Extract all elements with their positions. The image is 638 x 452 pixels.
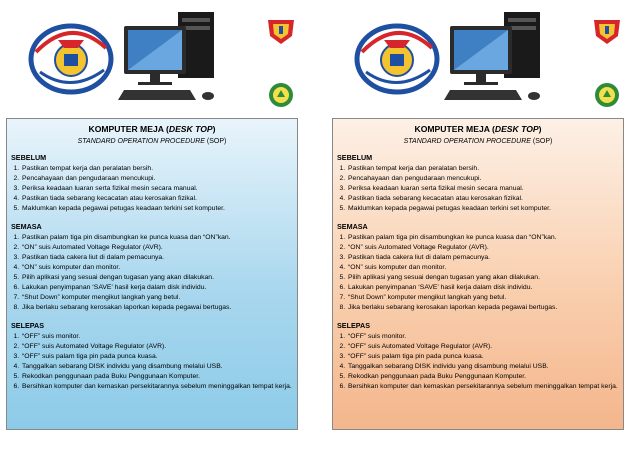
list-item: 3. “OFF” suis palam tiga pin pada punca kuasa. xyxy=(347,352,619,362)
sop-box xyxy=(6,118,298,430)
list-item: 4. Pastikan tiada sebarang kecacatan atau kerosakan fizikal. xyxy=(347,194,619,204)
desktop-computer-icon xyxy=(116,8,228,106)
selepas-list xyxy=(337,332,619,392)
list-item: 6. Bersihkan komputer dan kemaskan persekitarannya sebelum meninggalkan tempat kerja. xyxy=(21,382,293,392)
section-heading-semasa: SEMASA xyxy=(11,222,42,231)
green-seal-icon xyxy=(594,82,620,108)
list-item: 1. Pastikan palam tiga pin disambungkan ke punca kuasa dan “ON”kan. xyxy=(347,233,619,243)
list-item: 4. Pastikan tiada sebarang kecacatan atau kerosakan fizikal. xyxy=(21,194,293,204)
list-item: 8. Jika berlaku sebarang kerosakan laporkan kepada pegawai bertugas. xyxy=(21,303,293,313)
sebelum-list xyxy=(11,164,293,214)
section-heading-selepas: SELEPAS xyxy=(11,321,45,330)
list-item: 2. “ON” suis Automated Voltage Regulator (AVR). xyxy=(21,243,293,253)
sop-card-right xyxy=(332,0,638,452)
semasa-list xyxy=(337,233,619,313)
green-seal-icon xyxy=(268,82,294,108)
list-item: 2. Pencahayaan dan pengudaraan mencukupi. xyxy=(347,174,619,184)
card-header xyxy=(6,0,312,116)
list-item: 2. “ON” suis Automated Voltage Regulator (AVR). xyxy=(347,243,619,253)
list-item: 5. Pilih aplikasi yang sesuai dengan tugasan yang akan dilakukan. xyxy=(347,273,619,283)
list-item: 5. Pilih aplikasi yang sesuai dengan tugasan yang akan dilakukan. xyxy=(21,273,293,283)
list-item: 3. “OFF” suis palam tiga pin pada punca kuasa. xyxy=(21,352,293,362)
list-item: 4. “ON” suis komputer dan monitor. xyxy=(347,263,619,273)
list-item: 3. Periksa keadaan luaran serta fizikal mesin secara manual. xyxy=(347,184,619,194)
list-item: 4. Tanggalkan sebarang DISK individu yang disambung melalui USB. xyxy=(21,362,293,372)
sebelum-list xyxy=(337,164,619,214)
desktop-computer-icon xyxy=(442,8,554,106)
card-subtitle: STANDARD OPERATION PROCEDURE (SOP) xyxy=(403,138,553,145)
list-item: 6. Bersihkan komputer dan kemaskan persekitarannya sebelum meninggalkan tempat kerja. xyxy=(347,382,619,392)
list-item: 4. Tanggalkan sebarang DISK individu yang disambung melalui USB. xyxy=(347,362,619,372)
section-heading-sebelum: SEBELUM xyxy=(11,153,47,162)
list-item: 5. Maklumkan kepada pegawai petugas keadaan terkini set komputer. xyxy=(347,204,619,214)
list-item: 6. Lakukan penyimpanan ‘SAVE’ hasil kerja dalam disk individu. xyxy=(347,283,619,293)
list-item: 1. Pastikan tempat kerja dan peralatan bersih. xyxy=(21,164,293,174)
school-emblem-icon xyxy=(28,22,114,96)
selepas-list xyxy=(11,332,293,392)
card-title: KOMPUTER MEJA (DESK TOP) xyxy=(88,124,216,134)
sop-card-left xyxy=(6,0,312,452)
list-item: 2. “OFF” suis Automated Voltage Regulator (AVR). xyxy=(347,342,619,352)
card-title: KOMPUTER MEJA (DESK TOP) xyxy=(414,124,542,134)
list-item: 3. Pastikan tiada cakera liut di dalam pemacunya. xyxy=(347,253,619,263)
sop-box xyxy=(332,118,624,430)
semasa-list xyxy=(11,233,293,313)
school-emblem-icon xyxy=(354,22,440,96)
list-item: 6. Lakukan penyimpanan ‘SAVE’ hasil kerja dalam disk individu. xyxy=(21,283,293,293)
state-crest-icon xyxy=(264,16,298,46)
list-item: 5. Rekodkan penggunaan pada Buku Penggunaan Komputer. xyxy=(21,372,293,382)
list-item: 7. “Shut Down” komputer mengikut langkah yang betul. xyxy=(21,293,293,303)
section-heading-semasa: SEMASA xyxy=(337,222,368,231)
list-item: 2. Pencahayaan dan pengudaraan mencukupi. xyxy=(21,174,293,184)
list-item: 3. Periksa keadaan luaran serta fizikal mesin secara manual. xyxy=(21,184,293,194)
list-item: 1. “OFF” suis monitor. xyxy=(347,332,619,342)
card-header xyxy=(332,0,638,116)
list-item: 5. Maklumkan kepada pegawai petugas keadaan terkini set komputer. xyxy=(21,204,293,214)
list-item: 5. Rekodkan penggunaan pada Buku Penggunaan Komputer. xyxy=(347,372,619,382)
list-item: 4. “ON” suis komputer dan monitor. xyxy=(21,263,293,273)
list-item: 1. “OFF” suis monitor. xyxy=(21,332,293,342)
list-item: 8. Jika berlaku sebarang kerosakan laporkan kepada pegawai bertugas. xyxy=(347,303,619,313)
list-item: 7. “Shut Down” komputer mengikut langkah yang betul. xyxy=(347,293,619,303)
list-item: 1. Pastikan tempat kerja dan peralatan bersih. xyxy=(347,164,619,174)
section-heading-sebelum: SEBELUM xyxy=(337,153,373,162)
card-subtitle: STANDARD OPERATION PROCEDURE (SOP) xyxy=(77,138,227,145)
list-item: 1. Pastikan palam tiga pin disambungkan ke punca kuasa dan “ON”kan. xyxy=(21,233,293,243)
list-item: 3. Pastikan tiada cakera liut di dalam pemacunya. xyxy=(21,253,293,263)
list-item: 2. “OFF” suis Automated Voltage Regulator (AVR). xyxy=(21,342,293,352)
section-heading-selepas: SELEPAS xyxy=(337,321,371,330)
state-crest-icon xyxy=(590,16,624,46)
